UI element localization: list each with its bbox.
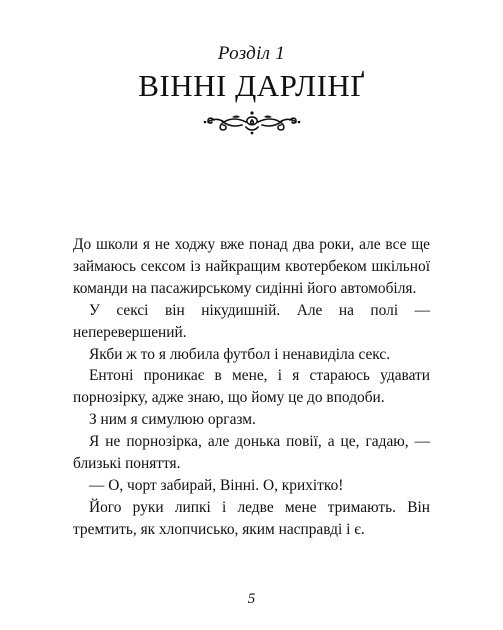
paragraph: У сексі він нікудишній. Але на полі — неперевершений. bbox=[73, 301, 430, 341]
paragraph: З ним я симулюю оргазм. bbox=[89, 411, 256, 429]
body-text bbox=[73, 234, 430, 541]
paragraph: Його руки липкі і ледве мене тримають. Він тремтить, як хлопчисько, яким насправді і є. bbox=[73, 498, 430, 538]
chapter-label: Розділ 1 bbox=[217, 43, 286, 64]
paragraph: До школи я не ходжу вже понад два роки, але все ще займаюсь сексом із найкращим квотербеком шкільної команди на пасажирському сидінні його автомобіля. bbox=[73, 236, 430, 297]
chapter-title: ВІННІ ДАРЛІНҐ bbox=[138, 68, 365, 103]
paragraph: Я не порнозірка, але донька повії, а це, гадаю, — близькі поняття. bbox=[73, 433, 430, 473]
paragraph: Якби ж то я любила футбол і ненавиділа секс. bbox=[89, 345, 391, 363]
flourish-ornament-icon bbox=[202, 108, 302, 136]
page-number: 5 bbox=[247, 591, 256, 607]
paragraph: — О, чорт забирай, Вінні. О, крихітко! bbox=[89, 476, 344, 494]
paragraph: Ентоні проникає в мене, і я стараюсь удавати порнозірку, адже знаю, що йому це до вподоби. bbox=[73, 367, 430, 407]
